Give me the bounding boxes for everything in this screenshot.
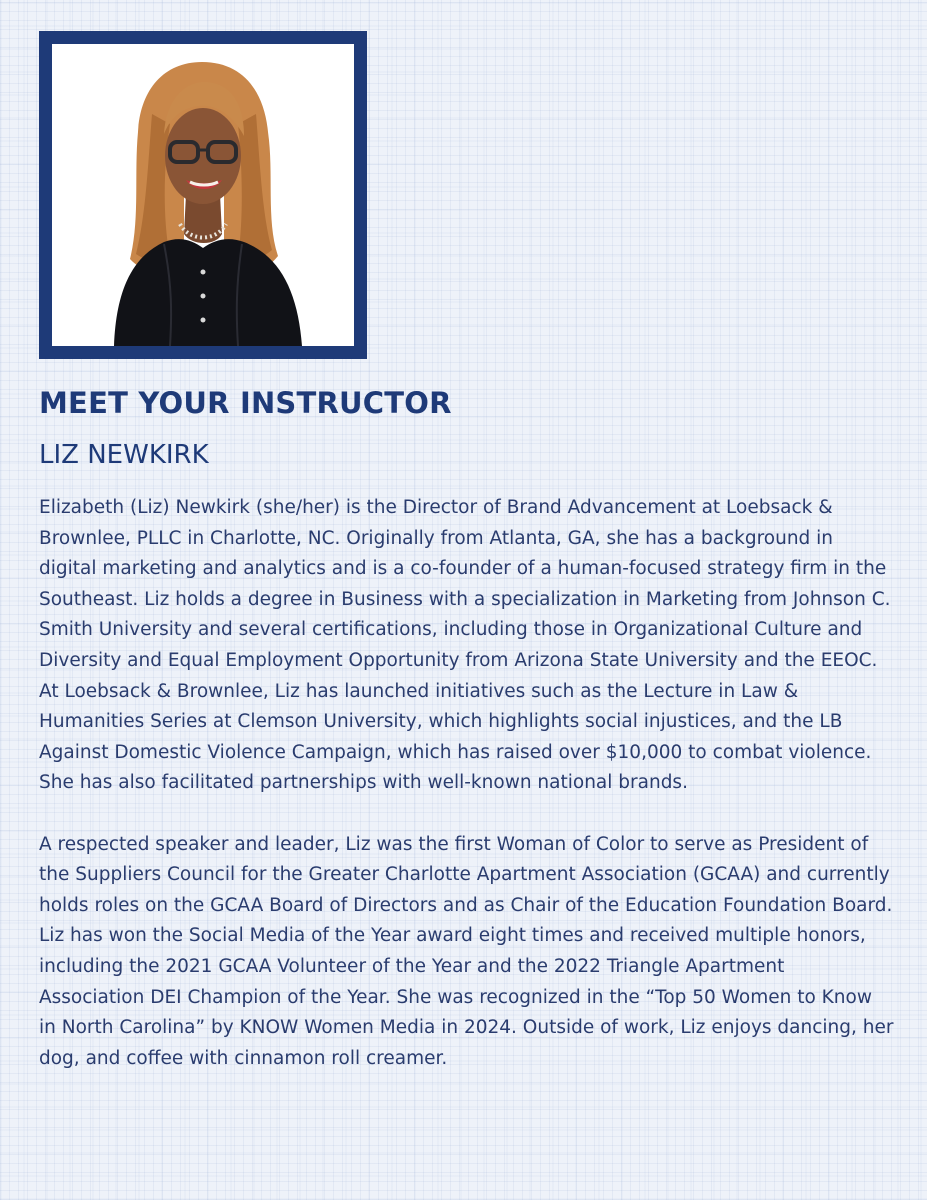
instructor-name: LIZ NEWKIRK	[39, 440, 209, 470]
instructor-photo	[39, 31, 367, 359]
instructor-portrait-image	[52, 44, 354, 346]
instructor-bio	[39, 493, 894, 1074]
section-heading: MEET YOUR INSTRUCTOR	[39, 386, 452, 420]
bio-paragraph-2: A respected speaker and leader, Liz was the first Woman of Color to serve as President of the Suppliers Council for the Greater Charlotte Apartment Association (GCAA) and currently holds roles on the GCAA Board of Directors and as Chair of the Education Foundation Board. Liz has won the Social Media of the Year award eight times and received multiple honors, including the 2021 GCAA Volunteer of the Year and the 2022 Triangle Apartment Association DEI Champion of the Year. She was recognized in the “Top 50 Women to Know in North Carolina” by KNOW Women Media in 2024. Outside of work, Liz enjoys dancing, her dog, and coffee with cinnamon roll creamer.	[39, 833, 894, 1069]
bio-paragraph-1: Elizabeth (Liz) Newkirk (she/her) is the Director of Brand Advancement at Loebsack & Brownlee, PLLC in Charlotte, NC. Originally from Atlanta, GA, she has a background in digital marketing and analytics and is a co-founder of a human-focused strategy firm in the Southeast. Liz holds a degree in Business with a specialization in Marketing from Johnson C. Smith University and several certifications, including those in Organizational Culture and Diversity and Equal Employment Opportunity from Arizona State University and the EEOC. At Loebsack & Brownlee, Liz has launched initiatives such as the Lecture in Law & Humanities Series at Clemson University, which highlights social injustices, and the LB Against Domestic Violence Campaign, which has raised over $10,000 to combat violence. She has also facilitated partnerships with well-known national brands.	[39, 497, 891, 794]
